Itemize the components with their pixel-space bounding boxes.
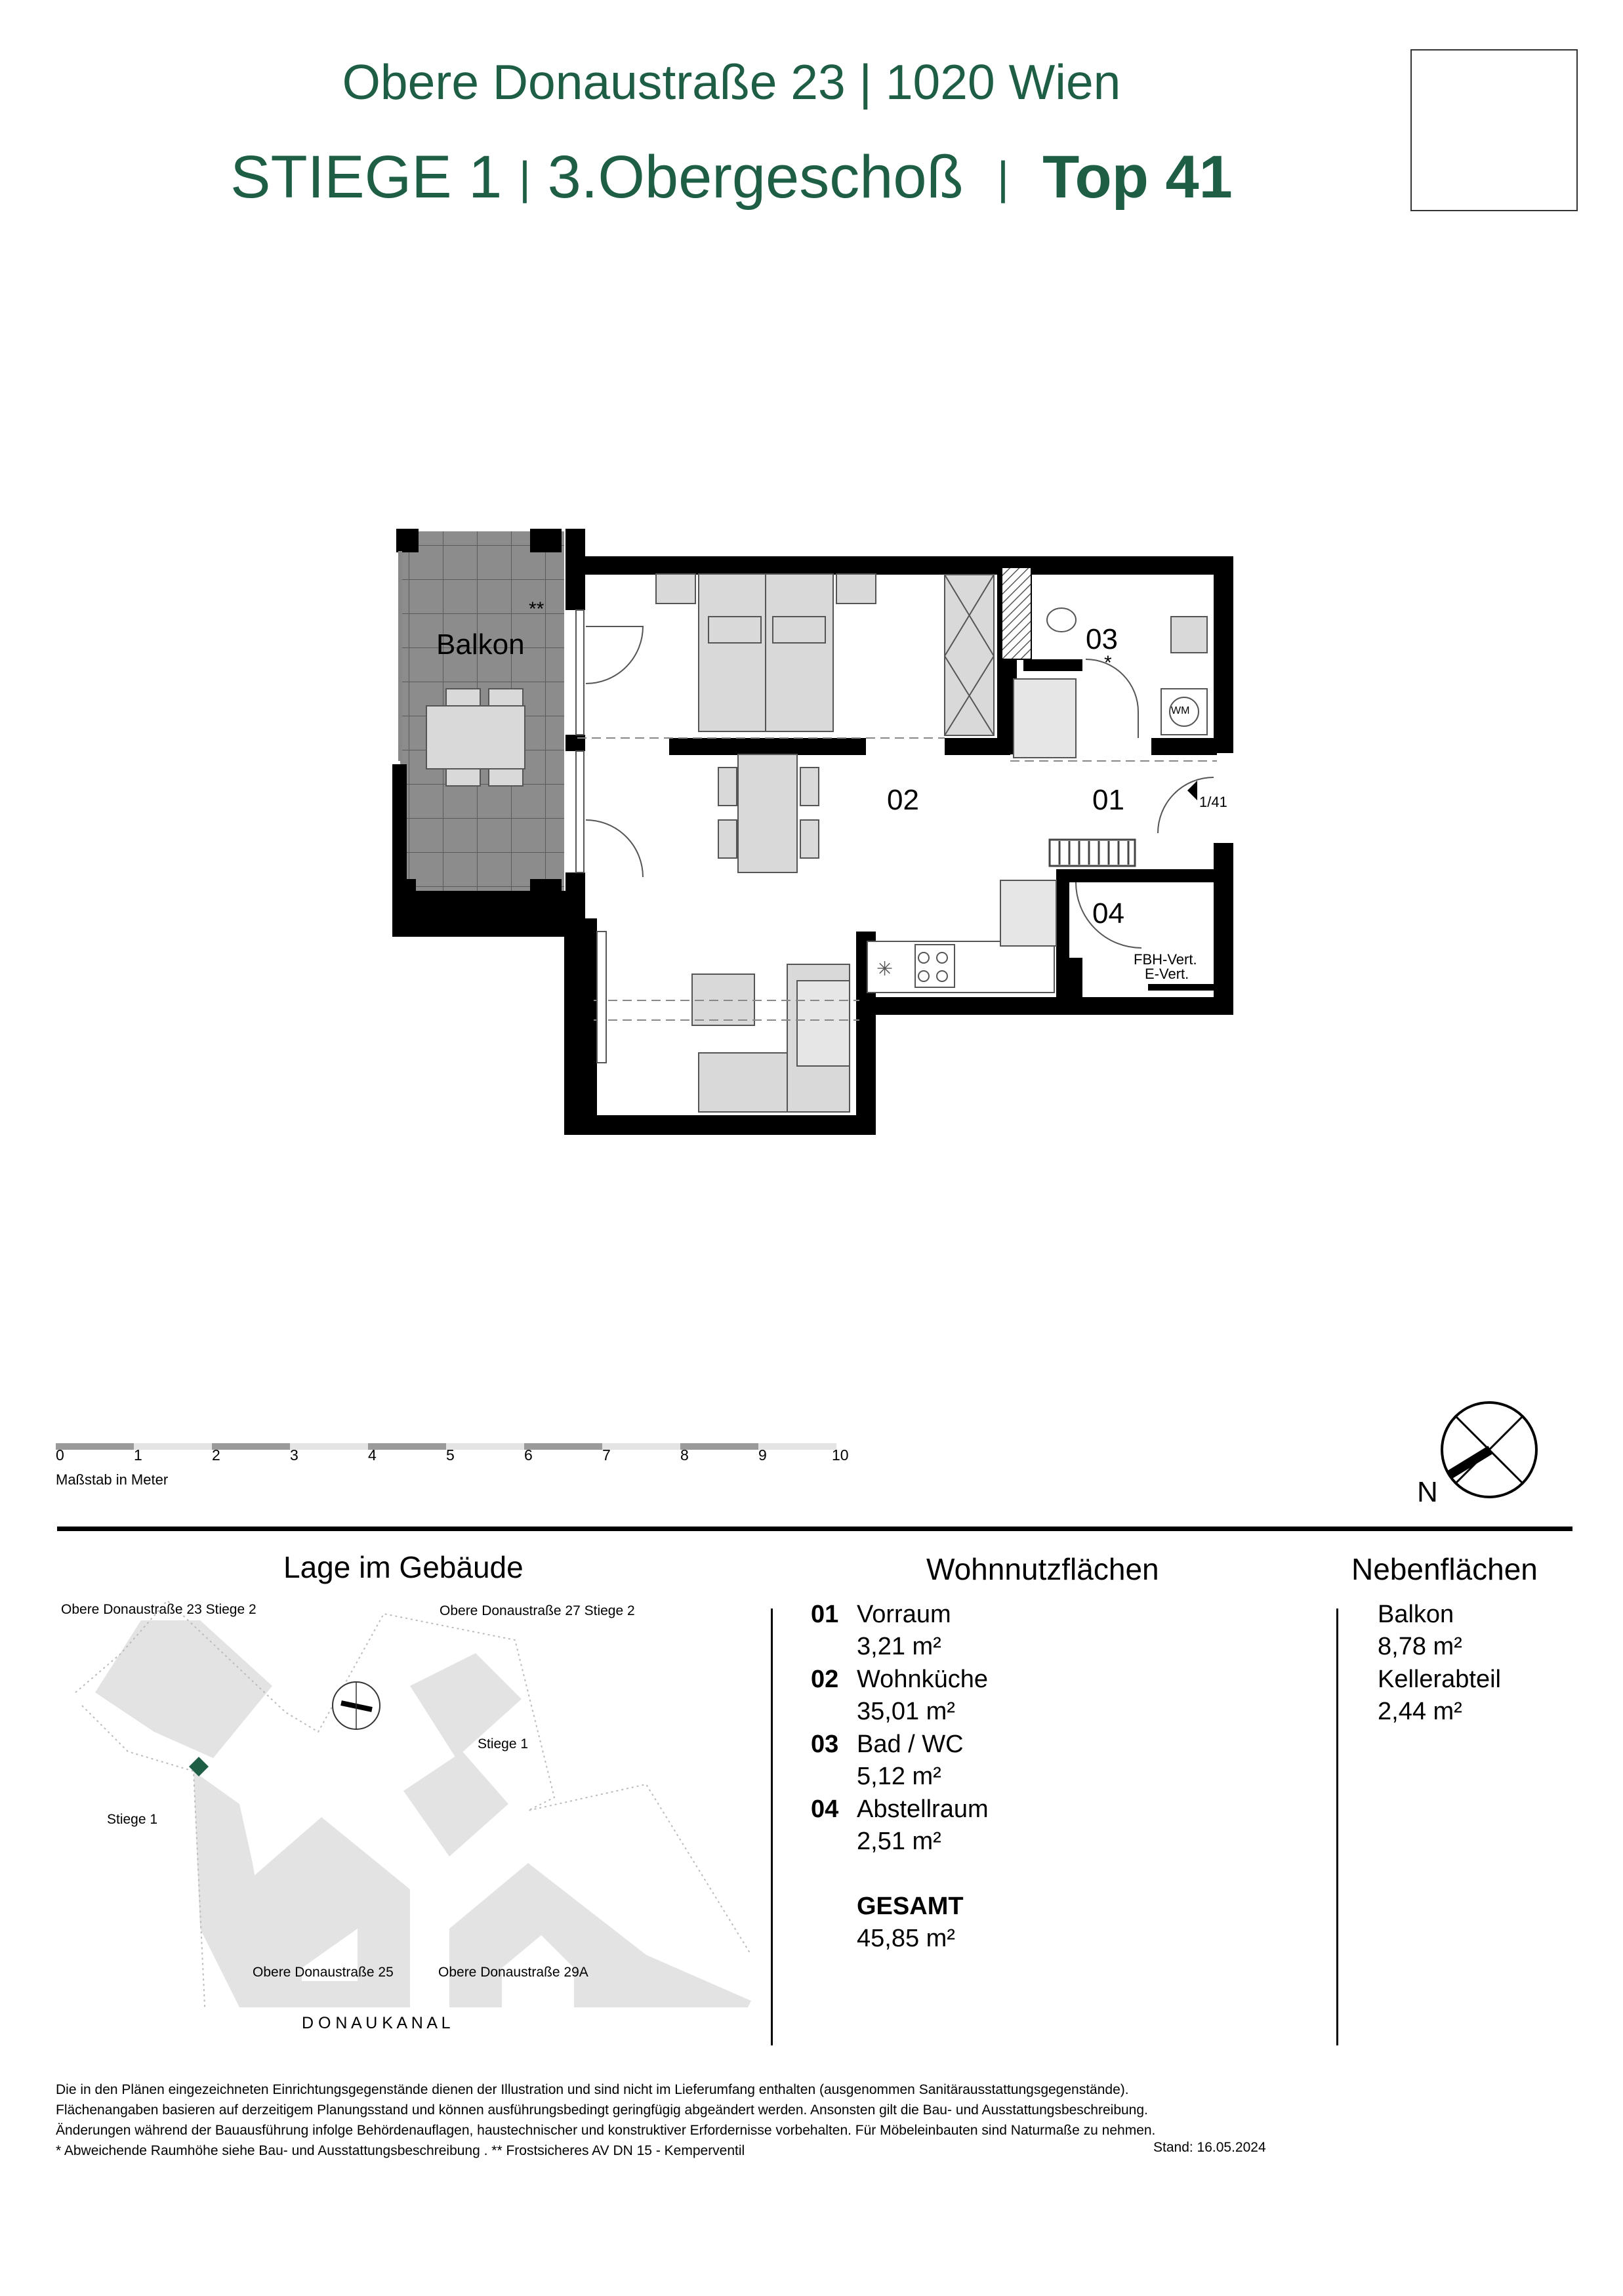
area-name: Wohnküche xyxy=(857,1666,988,1693)
wm-label: WM xyxy=(1171,705,1190,716)
scale-tick: 10 xyxy=(832,1446,849,1464)
site-label-stiege1-left: Stiege 1 xyxy=(107,1812,158,1827)
bed xyxy=(656,574,876,731)
area-row-04 xyxy=(811,1795,989,1824)
site-label-stiege1-right: Stiege 1 xyxy=(478,1736,529,1752)
section-divider xyxy=(57,1527,1572,1531)
area-num: 02 xyxy=(811,1666,839,1693)
area-row-01 xyxy=(811,1601,951,1629)
scale-tick: 0 xyxy=(56,1446,64,1464)
room-label-04: 04 xyxy=(1092,897,1124,930)
title-separator: | xyxy=(518,152,531,203)
kitchen-counter xyxy=(867,880,1056,993)
secondary-area: 2,44 m² xyxy=(1378,1698,1462,1725)
scale-tick: 5 xyxy=(446,1446,455,1464)
room-label-03: 03 xyxy=(1086,623,1118,655)
area-row-03 xyxy=(811,1731,964,1759)
site-label-o27s2: Obere Donaustraße 27 Stiege 2 xyxy=(440,1603,635,1618)
unit-position-marker xyxy=(189,1757,209,1776)
wardrobe xyxy=(945,575,994,735)
site-label-o23s2: Obere Donaustraße 23 Stiege 2 xyxy=(61,1602,257,1617)
scale-tick: 2 xyxy=(212,1446,220,1464)
site-label-o29a: Obere Donaustraße 29A xyxy=(438,1965,588,1980)
area-value: 2,51 m² xyxy=(857,1828,941,1855)
disclaimer-line: Flächenangaben basieren auf derzeitigem Planungsstand und können ausführungsbedingt geringfügig abgeändert werden. Ansonsten gilt die Bau- und Ausstattungsbeschreibung. xyxy=(56,2102,1148,2118)
total-label: GESAMT xyxy=(857,1893,964,1920)
secondary-area: 8,78 m² xyxy=(1378,1633,1462,1660)
scale-tick: 6 xyxy=(524,1446,533,1464)
radiator xyxy=(1050,840,1135,866)
area-num: 01 xyxy=(811,1601,839,1628)
scale-tick: 9 xyxy=(758,1446,767,1464)
area-row-02 xyxy=(811,1666,988,1694)
scale-tick: 1 xyxy=(134,1446,142,1464)
dining-table xyxy=(718,754,819,872)
site-plan xyxy=(56,1601,764,2007)
secondary-name: Kellerabteil xyxy=(1378,1666,1501,1693)
room-label-01: 01 xyxy=(1092,784,1124,816)
area-value: 35,01 m² xyxy=(857,1698,955,1725)
north-label: N xyxy=(1417,1476,1438,1508)
area-value: 5,12 m² xyxy=(857,1763,941,1790)
scale-tick: 3 xyxy=(290,1446,298,1464)
area-num: 04 xyxy=(811,1795,839,1823)
area-value: 3,21 m² xyxy=(857,1633,941,1660)
entrance-label: 1/41 xyxy=(1199,794,1227,810)
stand-date: Stand: 16.05.2024 xyxy=(1153,2140,1266,2155)
address-title: Obere Donaustraße 23 | 1020 Wien xyxy=(342,54,1121,110)
area-name: Bad / WC xyxy=(857,1731,964,1758)
column-divider-1 xyxy=(771,1609,773,2045)
disclaimer-line: Änderungen während der Bauausführung infolge Behördenauflagen, haustechnischer und konstruktiver Erfordernisse vorbehalten. Für Möbeleinbauten sind Naturmaße zu nehmen. xyxy=(56,2123,1156,2138)
shaft xyxy=(1002,567,1031,659)
secondary-name: Balkon xyxy=(1378,1601,1454,1628)
room-label-02: 02 xyxy=(887,784,919,816)
site-heading: Lage im Gebäude xyxy=(283,1550,524,1584)
scale-label: Maßstab in Meter xyxy=(56,1471,169,1488)
title-separator-2: | xyxy=(996,152,1010,203)
floor-label: 3.Obergeschoß xyxy=(547,144,964,211)
secondary-heading: Nebenflächen xyxy=(1351,1552,1538,1586)
sofa xyxy=(692,964,850,1112)
area-name: Abstellraum xyxy=(857,1795,989,1823)
mark-star: * xyxy=(1104,652,1112,674)
scale-tick: 8 xyxy=(680,1446,689,1464)
stiege-label: STIEGE 1 xyxy=(230,144,503,211)
area-num: 03 xyxy=(811,1731,839,1758)
scale-tick: 4 xyxy=(368,1446,377,1464)
fbh-label: FBH-Vert. xyxy=(1134,951,1197,968)
scale-tick: 7 xyxy=(602,1446,611,1464)
column-divider-2 xyxy=(1336,1609,1338,2045)
walls xyxy=(564,529,1233,1135)
unit-label: Top 41 xyxy=(1042,144,1233,211)
north-arrow-icon xyxy=(1437,1397,1542,1502)
total-value: 45,85 m² xyxy=(857,1925,955,1952)
disclaimer-line: Die in den Plänen eingezeichneten Einrichtungsgegenstände dienen der Illustration und sind nicht im Lieferumfang enthalten (ausgenommen Sanitärausstattungsgegenstände). xyxy=(56,2082,1129,2097)
evert-label: E-Vert. xyxy=(1145,966,1189,982)
areas-heading: Wohnnutzflächen xyxy=(926,1552,1159,1586)
area-name: Vorraum xyxy=(857,1601,951,1628)
site-label-o25: Obere Donaustraße 25 xyxy=(253,1965,394,1980)
mark-double-star: ** xyxy=(529,598,544,620)
cooktop-icon: ✳ xyxy=(876,958,894,981)
room-label-balkon: Balkon xyxy=(436,628,525,661)
site-label-kanal: D O N A U K A N A L xyxy=(302,2014,451,2032)
disclaimer-line: * Abweichende Raumhöhe siehe Bau- und Ausstattungsbeschreibung . ** Frostsicheres AV DN 15 - Kemperventil xyxy=(56,2143,745,2158)
